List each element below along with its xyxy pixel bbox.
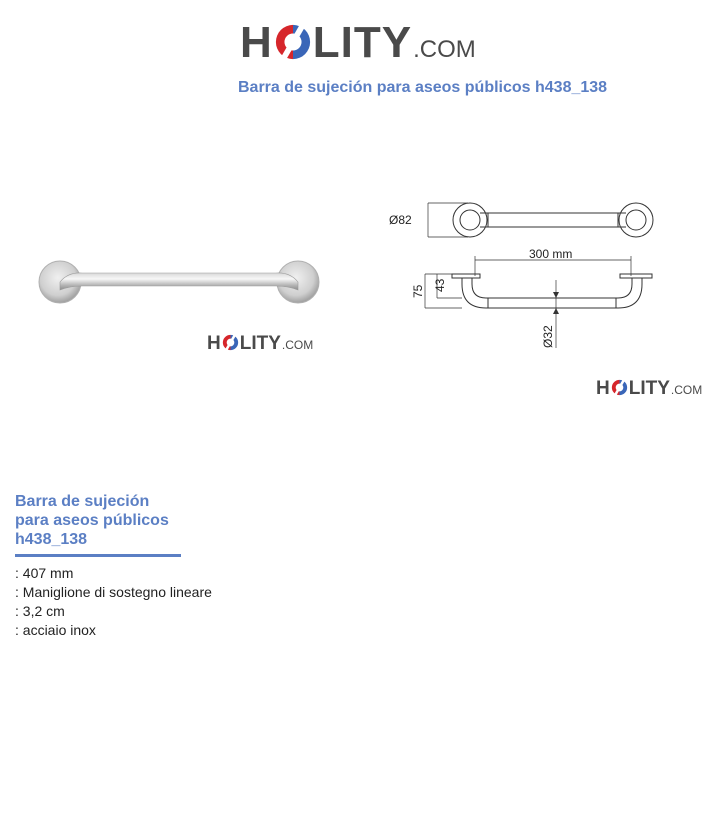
logo-domain: .COM [281, 338, 314, 352]
dim-bar-height: 43 [433, 278, 447, 292]
spec-item: : Maniglione di sostegno lineare [15, 583, 212, 602]
spec-item: : acciaio inox [15, 621, 212, 640]
product-title [15, 492, 185, 549]
logo-letter-h: H [207, 333, 221, 354]
product-title-line: Barra de sujeción [15, 493, 150, 510]
watermark-logo [207, 332, 313, 355]
title-underline [15, 554, 181, 557]
logo-o-icon [611, 379, 628, 396]
brand-logo[interactable] [240, 18, 476, 68]
watermark-logo [596, 377, 702, 400]
dim-total-height: 75 [411, 284, 425, 298]
logo-domain: .COM [670, 383, 703, 397]
dim-flange-diameter: Ø82 [389, 213, 412, 227]
logo-letters-lity: LITY [628, 378, 670, 399]
logo-letters-lity: LITY [239, 333, 281, 354]
logo-letter-h: H [596, 378, 610, 399]
logo-letter-h: H [240, 18, 273, 67]
product-title-line: h438_138 [15, 531, 88, 548]
logo-o-icon [274, 23, 312, 61]
technical-drawing [380, 180, 720, 375]
spec-item: : 407 mm [15, 564, 212, 583]
product-title-line: para aseos públicos [15, 512, 169, 529]
logo-domain: .COM [413, 36, 476, 63]
spec-item: : 3,2 cm [15, 602, 212, 621]
page-title: Barra de sujeción para aseos públicos h438_138 [238, 79, 608, 96]
spec-list [15, 564, 212, 640]
dim-length: 300 mm [529, 247, 573, 261]
product-photo [30, 240, 330, 325]
logo-letters-lity: LITY [312, 18, 413, 67]
logo-o-icon [222, 334, 239, 351]
dim-tube-diameter: Ø32 [541, 325, 555, 348]
